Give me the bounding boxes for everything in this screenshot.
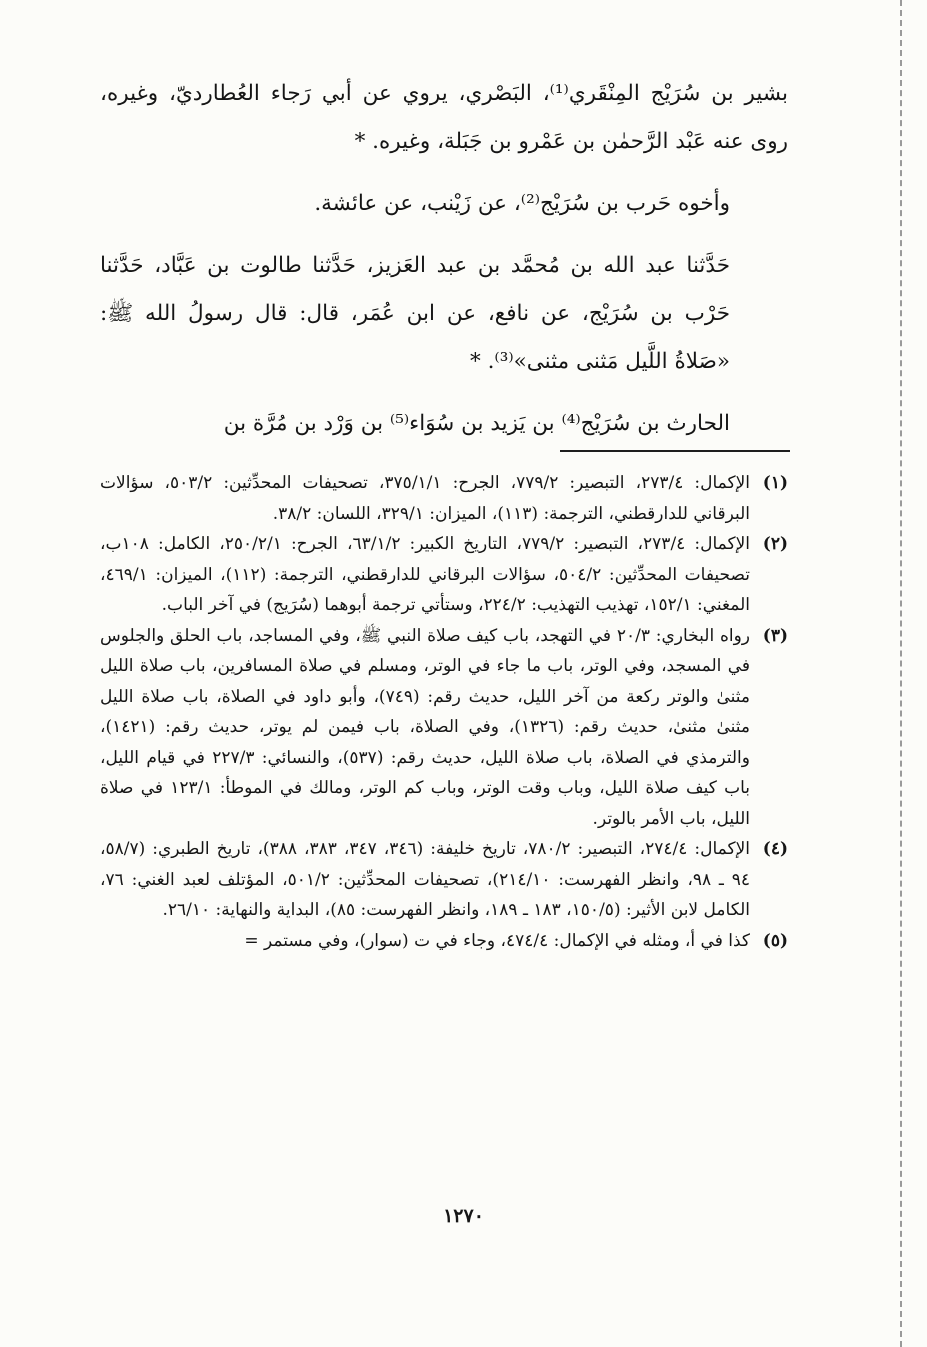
footnote-number: (٣)	[762, 625, 788, 646]
footnote-number: (٤)	[762, 839, 788, 859]
footnote-number: (١)	[762, 473, 788, 493]
page-number: ١٢٧٠	[443, 1205, 484, 1227]
footnote-text: الإكمال: ٢٧٣/٤، التبصير: ٧٧٩/٢، الجرح: ٣٧٥/١/١، تصحيفات المحدِّثين: ٥٠٣/٢، سؤالات البرقاني للدارقطني، الترجمة: (١١٣)، الميزان: ٣٢٩/١، اللسان: ٣٨/٢.	[100, 473, 750, 524]
paragraph-bashir: بشير بن سُرَيْج المِنْقَري⁽¹⁾، البَصْري، يروي عن أبي رَجاء العُطارديّ، وغيره، روى عنه عَبْد الرَّحمٰن بن عَمْرو بن جَبَلة، وغيره. *	[100, 81, 788, 154]
paragraph-hadith: حَدَّثنا عبد الله بن مُحمَّد بن عبد العَزيز، حَدَّثنا طالوت بن عَبَّاد، حَدَّثنا حَرْب بن سُرَيْج، عن نافع، عن ابن عُمَر، قال: قال رسولُ الله ﷺ: «صَلاةُ اللَّيل مَثنى مثنى»⁽³⁾. *	[100, 253, 730, 374]
main-text	[100, 70, 788, 448]
scan-margin-dashed-line	[900, 0, 902, 1347]
footnote-number: (٢)	[762, 534, 788, 554]
paragraph-harb: وأخوه حَرب بن سُرَيْج⁽²⁾، عن زَيْنب، عن عائشة.	[314, 191, 730, 216]
footnote-divider	[560, 450, 790, 452]
footnote-5	[100, 926, 788, 957]
paragraph-harith: الحارث بن سُرَيْج⁽⁴⁾ بن يَزيد بن سُوَاء⁽⁵⁾ بن وَرْد بن مُرَّة بن	[223, 411, 730, 436]
footnote-text: كذا في أ، ومثله في الإكمال: ٤٧٤/٤، وجاء في ت (سوار)، وفي مستمر =	[244, 930, 750, 951]
footnote-number: (٥)	[762, 930, 788, 951]
footnotes	[100, 468, 788, 956]
footnote-text: الإكمال: ٢٧٤/٤، التبصير: ٧٨٠/٢، تاريخ خليفة: (٣٤٦، ٣٤٧، ٣٨٣، ٣٨٨)، تاريخ الطبري: (٥٨/٧، ٩٤ ـ ٩٨، وانظر الفهرست: ٢١٤/١٠)، تصحيفات المحدِّثين: ٥٠١/٢، المؤتلف لعبد الغني: ٧٦، الكامل لابن الأثير: (١٥٠/٥، ١٨٣ ـ ١٨٩، وانظر الفهرست: ٨٥)، البداية والنهاية: ٢٦/١٠.	[100, 839, 751, 920]
footnote-text: رواه البخاري: ٢٠/٣ في التهجد، باب كيف صلاة النبي ﷺ، وفي المساجد، باب الحلق والجلوس في المسجد، وفي الوتر، باب ما جاء في الوتر، ومسلم في صلاة المسافرين، باب صلاة الليل مثنىٰ والوتر ركعة من آخر الليل، حديث رقم: (٧٤٩)، وأبو داود في الصلاة، باب صلاة الليل مثنىٰ مثنىٰ، حديث رقم: (١٣٢٦)، وفي الصلاة، باب فيمن لم يوتر، حديث رقم: (١٤٢١)، والترمذي في الصلاة، باب صلاة الليل، حديث رقم: (٥٣٧)، والنسائي: ٢٢٧/٣ في قيام الليل، باب كيف صلاة الليل، وباب وقت الوتر، وباب كم الوتر، ومالك في الموطأ: ١٢٣/١ في صلاة الليل، باب الأمر بالوتر.	[100, 625, 750, 829]
footnote-1	[100, 468, 788, 529]
footnote-2	[100, 529, 788, 621]
footnote-text: الإكمال: ٢٧٣/٤، التبصير: ٧٧٩/٢، التاريخ الكبير: ٦٣/١/٢، الجرح: ٢٥٠/٢/١، الكامل: ١٠٨ب، تصحيفات المحدِّثين: ٥٠٤/٢، سؤالات البرقاني للدارقطني، الترجمة: (١١٢)، الميزان: ٤٦٩/١، المغني: ١٥٢/١، تهذيب التهذيب: ٢٢٤/٢، وستأتي ترجمة أبوهما (سُرَيج) في آخر الباب.	[100, 534, 751, 615]
footnote-4	[100, 834, 788, 926]
footnote-3	[100, 621, 788, 835]
